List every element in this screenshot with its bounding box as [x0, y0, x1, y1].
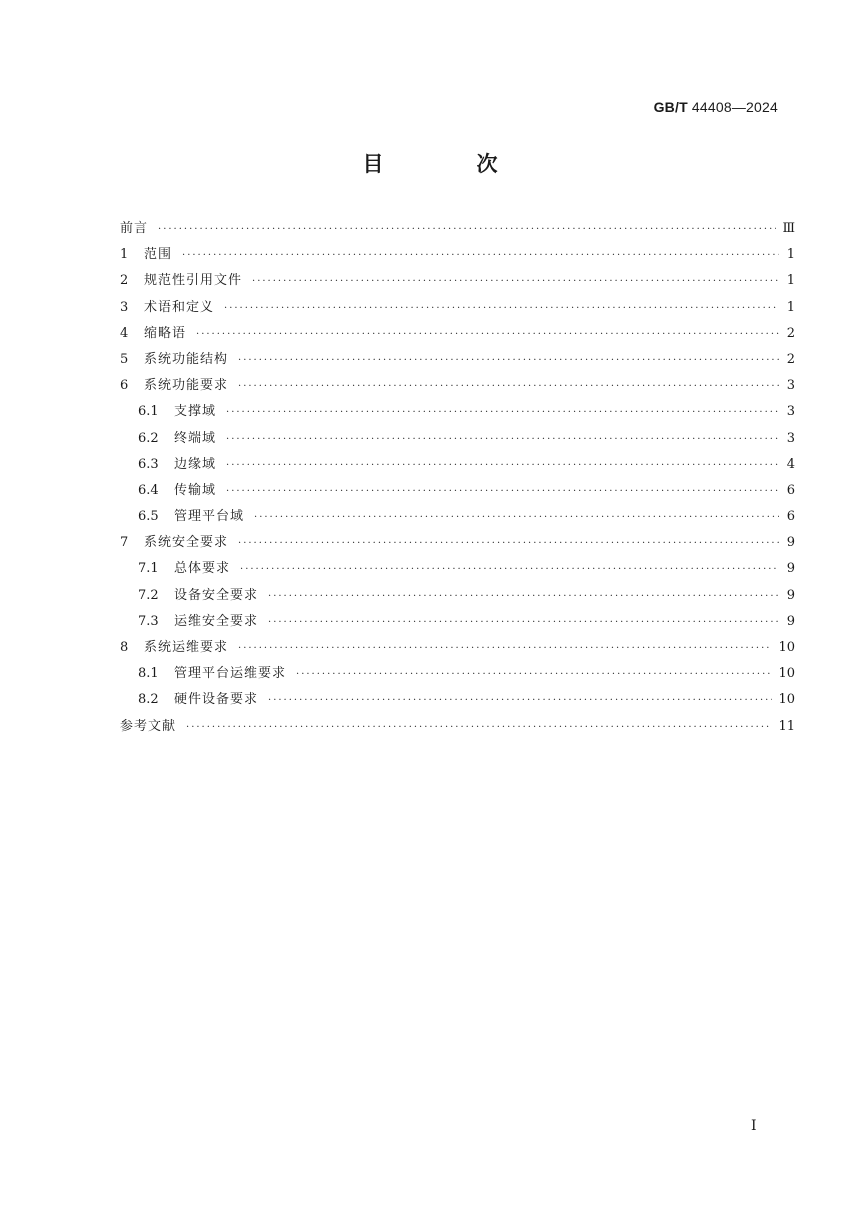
- toc-entry-label: 系统运维要求: [144, 640, 229, 655]
- document-code-prefix: GB/T: [653, 99, 688, 115]
- toc-entry-number: 6.1: [138, 404, 159, 420]
- toc-entry[interactable]: [120, 426, 795, 452]
- toc-entry[interactable]: [120, 321, 795, 347]
- toc-entry-label: 硬件设备要求: [174, 692, 259, 708]
- table-of-contents: [120, 216, 795, 740]
- toc-entry[interactable]: [120, 556, 795, 582]
- toc-entry-label: 范围: [144, 247, 173, 263]
- toc-entry-page: 10: [778, 640, 795, 655]
- toc-dot-leader: [182, 243, 779, 269]
- page-title: 目 次: [362, 152, 534, 176]
- toc-entry-page: 9: [786, 587, 795, 603]
- toc-entry-page: 1: [786, 273, 795, 289]
- toc-entry-number: 4: [120, 325, 129, 341]
- toc-entry-label: 术语和定义: [144, 299, 215, 315]
- toc-entry-label: 前言: [120, 221, 149, 236]
- toc-dot-leader: [252, 269, 779, 295]
- toc-dot-leader: [226, 479, 779, 505]
- toc-entry-page: 6: [786, 482, 795, 498]
- toc-entry[interactable]: [120, 399, 795, 425]
- toc-entry-page: 1: [786, 247, 795, 263]
- toc-entry-number: 7: [120, 535, 129, 551]
- toc-dot-leader: [268, 610, 779, 636]
- toc-entry[interactable]: [120, 216, 795, 242]
- toc-entry-label: 规范性引用文件: [144, 273, 243, 289]
- toc-entry-number: 5: [120, 351, 129, 367]
- toc-entry-page: 3: [786, 378, 795, 394]
- toc-entry[interactable]: [120, 714, 795, 740]
- document-code-number: 44408—2024: [691, 99, 778, 115]
- toc-entry-label: 支撑域: [174, 404, 217, 420]
- toc-entry-label: 设备安全要求: [174, 587, 259, 603]
- toc-entry-number: 7.3: [138, 613, 159, 629]
- toc-entry[interactable]: [120, 295, 795, 321]
- toc-entry-page: 11: [778, 718, 795, 734]
- toc-entry[interactable]: [120, 661, 795, 687]
- toc-entry[interactable]: [120, 373, 795, 399]
- toc-dot-leader: [238, 636, 772, 662]
- toc-entry-page: 9: [786, 613, 795, 629]
- toc-dot-leader: [226, 427, 779, 453]
- toc-entry-number: 1: [120, 247, 129, 263]
- toc-entry-label: 运维安全要求: [174, 613, 259, 629]
- toc-entry-page: 3: [786, 404, 795, 420]
- toc-entry-page: Ⅲ: [782, 221, 795, 236]
- page-number: Ⅰ: [751, 1118, 757, 1134]
- toc-entry-number: 7.2: [138, 587, 159, 603]
- toc-dot-leader: [240, 557, 779, 583]
- toc-entry-number: 8.1: [138, 666, 159, 682]
- toc-entry-page: 4: [786, 456, 795, 472]
- toc-entry-number: 8.2: [138, 692, 159, 708]
- toc-entry-page: 2: [786, 351, 795, 367]
- toc-entry[interactable]: [120, 583, 795, 609]
- toc-entry[interactable]: [120, 347, 795, 373]
- toc-entry-label: 管理平台运维要求: [174, 666, 287, 682]
- toc-entry-label: 传输域: [174, 482, 217, 498]
- toc-dot-leader: [238, 374, 779, 400]
- toc-entry-label: 终端域: [174, 430, 217, 446]
- toc-entry-number: 7.1: [138, 561, 159, 577]
- toc-dot-leader: [238, 531, 779, 557]
- toc-dot-leader: [226, 400, 779, 426]
- toc-entry-number: 8: [120, 640, 129, 655]
- toc-entry-number: 6: [120, 378, 129, 394]
- toc-entry-number: 6.5: [138, 509, 159, 525]
- toc-entry-label: 系统功能结构: [144, 351, 229, 367]
- document-code: [654, 99, 778, 115]
- toc-dot-leader: [268, 688, 772, 714]
- toc-dot-leader: [224, 296, 779, 322]
- toc-dot-leader: [158, 217, 776, 243]
- toc-entry-page: 10: [778, 692, 795, 708]
- toc-entry[interactable]: [120, 452, 795, 478]
- toc-entry-page: 9: [786, 535, 795, 551]
- toc-dot-leader: [186, 715, 772, 741]
- toc-dot-leader: [196, 322, 779, 348]
- toc-entry-page: 1: [786, 299, 795, 315]
- toc-entry[interactable]: [120, 504, 795, 530]
- toc-entry[interactable]: [120, 478, 795, 504]
- toc-entry[interactable]: [120, 635, 795, 661]
- toc-entry-page: 9: [786, 561, 795, 577]
- toc-entry-number: 3: [120, 299, 129, 315]
- toc-entry[interactable]: [120, 242, 795, 268]
- toc-entry-number: 2: [120, 273, 129, 289]
- toc-entry[interactable]: [120, 687, 795, 713]
- toc-entry-label: 缩略语: [144, 325, 187, 341]
- toc-entry-label: 总体要求: [174, 561, 231, 577]
- toc-entry-page: 3: [786, 430, 795, 446]
- toc-entry-number: 6.2: [138, 430, 159, 446]
- toc-entry-label: 参考文献: [120, 718, 177, 734]
- toc-entry-page: 10: [778, 666, 795, 682]
- toc-entry-page: 2: [786, 325, 795, 341]
- toc-entry-label: 系统安全要求: [144, 535, 229, 551]
- toc-entry[interactable]: [120, 268, 795, 294]
- toc-entry-label: 系统功能要求: [144, 378, 229, 394]
- toc-dot-leader: [296, 662, 772, 688]
- toc-dot-leader: [254, 505, 779, 531]
- toc-entry[interactable]: [120, 609, 795, 635]
- toc-dot-leader: [226, 453, 779, 479]
- toc-entry[interactable]: [120, 530, 795, 556]
- toc-entry-number: 6.3: [138, 456, 159, 472]
- toc-entry-number: 6.4: [138, 482, 159, 498]
- toc-entry-label: 边缘域: [174, 456, 217, 472]
- toc-entry-page: 6: [786, 509, 795, 525]
- toc-entry-label: 管理平台域: [174, 509, 245, 525]
- toc-dot-leader: [238, 348, 779, 374]
- toc-dot-leader: [268, 584, 779, 610]
